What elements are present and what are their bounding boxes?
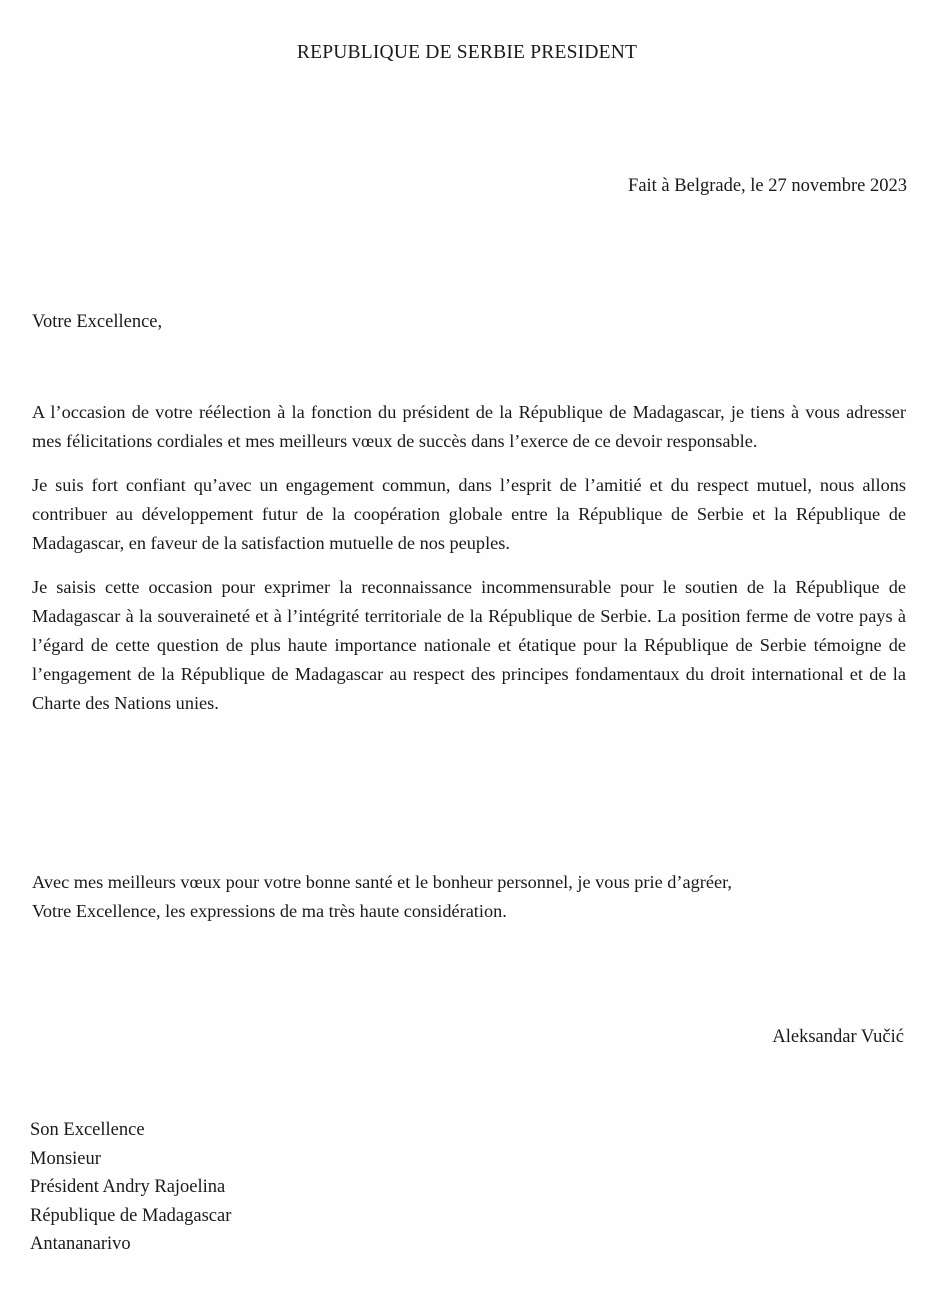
recipient-line-3: Président Andry Rajoelina	[30, 1177, 226, 1197]
recipient-address	[30, 1116, 231, 1259]
recipient-line-1: Son Excellence	[30, 1120, 145, 1140]
recipient-line-2: Monsieur	[30, 1148, 101, 1169]
recipient-line-4: République de Madagascar	[30, 1205, 232, 1226]
letter-body	[32, 398, 906, 733]
salutation: Votre Excellence,	[32, 312, 163, 332]
letterhead-title: REPUBLIQUE DE SERBIE PRESIDENT	[296, 42, 638, 63]
body-paragraph-1: A l’occasion de votre réélection à la fonction du président de la République de Madagascar, je tiens à vous adresser mes félicitations cordiales et mes meilleurs vœux de succès dans l’exerce de ce devoir responsable.	[32, 402, 906, 451]
closing-line-2: Votre Excellence, les expressions de ma très haute considération.	[32, 901, 507, 921]
recipient-line-5: Antananarivo	[30, 1234, 131, 1254]
body-paragraph-2: Je suis fort confiant qu’avec un engagement commun, dans l’esprit de l’amitié et du respect mutuel, nous allons contribuer au développement futur de la coopération globale entre la République de Serbie et la République de Madagascar, en faveur de la satisfaction mutuelle de nos peuples.	[32, 475, 906, 553]
closing-formula	[32, 868, 912, 926]
date-line: Fait à Belgrade, le 27 novembre 2023	[628, 176, 907, 196]
signatory-name: Aleksandar Vučić	[772, 1027, 904, 1047]
closing-line-1: Avec mes meilleurs vœux pour votre bonne santé et le bonheur personnel, je vous prie d’agréer,	[32, 872, 732, 892]
body-paragraph-3: Je saisis cette occasion pour exprimer la reconnaissance incommensurable pour le soutien de la République de Madagascar à la souveraineté et à l’intégrité territoriale de la République de Serbie. La position ferme de votre pays à l’égard de cette question de plus haute importance nationale et étatique pour la République de Serbie témoigne de l’engagement de la République de Madagascar au respect des principes fondamentaux du droit international et de la Charte des Nations unies.	[32, 577, 906, 713]
